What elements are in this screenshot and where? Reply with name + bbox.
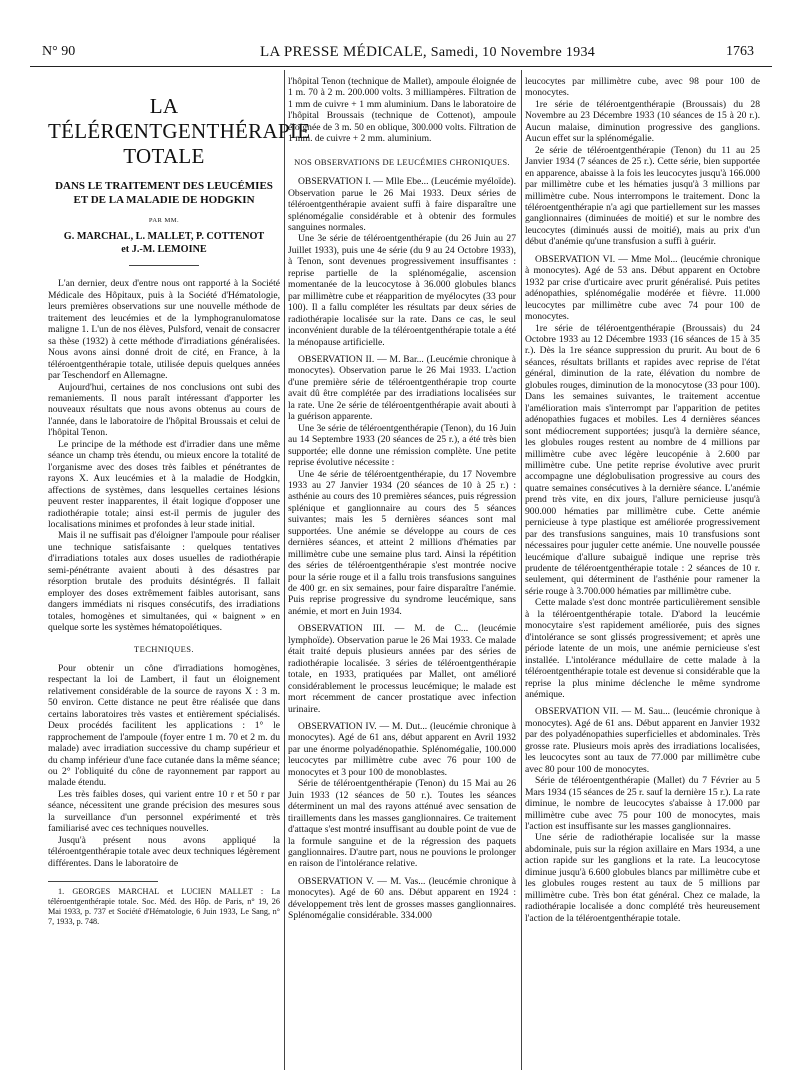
authors bbox=[48, 230, 280, 256]
body-paragraph: Jusqu'à présent nous avons appliqué la téléroentgenthérapie totale avec deux techniques légèrement différentes. Dans le laboratoire de bbox=[48, 834, 280, 869]
issue-date: Samedi, 10 Novembre 1934 bbox=[430, 45, 596, 60]
subtitle-line: ET DE LA MALADIE DE HODGKIN bbox=[73, 194, 255, 206]
issue-number: N° 90 bbox=[42, 44, 76, 59]
article-title bbox=[48, 94, 311, 169]
authors-line: G. MARCHAL, L. MALLET, P. COTTENOT bbox=[63, 231, 265, 243]
subtitle-line: DANS LE TRAITEMENT DES LEUCÉMIES bbox=[55, 180, 273, 192]
body-paragraph: l'hôpital Tenon (technique de Mallet), ampoule éloignée de 1 m. 70 à 2 m. 200.000 volts. 3 milliampères. Filtration de 1 mm de cuivre + 1 mm aluminium. Dans le laboratoire de l'hôpital Broussais (technique de Cottenot), ampoule éloignée de 3 m. 50 en oblique, 300.000 volts. Filtration de 1 mm. de cuivre + 2 mm. aluminium. bbox=[288, 76, 516, 145]
body-paragraph: Aujourd'hui, certaines de nos conclusions ont subi des remaniements. Il nous paraît intéressant d'apporter les nouveaux résultats que nous avons obtenus au cours de l'année, dans le laboratoire de l'hôpital Broussais et celui de l'hôpital Tenon. bbox=[48, 381, 280, 439]
article-subtitle bbox=[48, 179, 280, 207]
observation-paragraph: Série de téléroentgenthérapie (Tenon) du 15 Mai au 26 Juin 1933 (12 séances de 50 r.). Toutes les séances déterminent un mal des rayons atténué avec sensation de tiraillements dans les masses ganglionnaires. Ce traitement d'attaque s'est montré insuffisant au double point de vue de la formule sanguine et de la régression des paquets ganglionnaires. D'autre part, nous ne pouvions le prolonger en raison de l'intolérance relative. bbox=[288, 778, 516, 870]
observation-paragraph: OBSERVATION II. — M. Bar... (Leucémie chronique à monocytes). Observation parue le 26 Mai 1933. L'action d'une première série de téléroentgenthérapie trop courte avait dû être complétée par des irradiations localisées sur la rate. Une 2e série de téléroentgenthérapie avait abouti à la guérison apparente. bbox=[288, 353, 516, 423]
column-divider bbox=[284, 70, 285, 1070]
observation-paragraph: Une série de radiothérapie localisée sur la masse abdominale, puis sur la région axillaire en Mars 1934, a une action rapide sur les ganglions et la rate. La leucocytose diminue jusqu'à 6.600 globules blancs par millimètre cube et les globules rouges restent au taux de 5 millions par millimètre cube. Très bon état général. Chez ce malade, la radiothérapie localisée a donc complété très heureusement l'action de la téléroentgenthérapie totale. bbox=[525, 832, 760, 924]
body-paragraph: Pour obtenir un cône d'irradiations homogènes, respectant la loi de Lambert, il faut un éloignement relativement considérable de la source de rayons X : 3 m. 50 environ. Cette distance ne peut être réalisée que dans certains laboratoires très vastes et entièrement spécialisés. Deux procédés facilitent les applications : 1° le rapprochement de l'ampoule (foyer entre 1 m. 70 et 2 m. du malade) avec irradiation successive du champ supérieur et du champ inférieur d'une face cutanée dans la même séance; ou 2° l'obliquité du cône de rayonnement par rapport au malade étendu. bbox=[48, 662, 280, 789]
body-paragraph: Les très faibles doses, qui varient entre 10 r et 50 r par séance, nécessitent une grande précision des mesures sous la surveillance d'un personnel expérimenté et très familiarisé avec ces techniques nouvelles. bbox=[48, 788, 280, 835]
title-rule bbox=[129, 265, 199, 266]
header-rule bbox=[30, 66, 772, 67]
observation-paragraph: 1re série de téléroentgenthérapie (Broussais) du 28 Novembre au 23 Décembre 1933 (10 séances de 15 à 20 r.). Aucun malaise, diminution progressive des ganglions. Aucun effet sur la splénomégalie. bbox=[525, 98, 760, 145]
observation-paragraph: OBSERVATION VII. — M. Sau... (leucémie chronique à monocytes). Agé de 61 ans. Début apparent en Janvier 1932 par des polyadénopathies superficielles et abdominales. Très grosse rate. Plusieurs mois après des irradiations localisées, les leucocytes sont au taux de 77.000 par millimètre cube avec 80 pour 100 de monocytes. bbox=[525, 706, 760, 775]
section-heading-observations: NOS OBSERVATIONS DE LEUCÉMIES CHRONIQUES. bbox=[294, 156, 510, 167]
observation-paragraph: OBSERVATION I. — Mlle Ebe... (Leucémie myéloïde). Observation parue le 26 Mai 1933. Deux séries de téléroentgenthérapie avaient suffi à faire disparaître une splénomégalie considérable et à obtenir des formules sanguines normales. bbox=[288, 176, 516, 233]
observation-paragraph: Cette malade s'est donc montrée particulièrement sensible à la téléroentgenthérapie totale. D'abord la leucémie monocytaire s'est rapidement améliorée, puis des signes d'intolérance se sont glissés progressivement; et après une période latente de un mois, une anémie pernicieuse s'est installée. L'intolérance médullaire de cette malade à la téléroentgenthérapie totale est devenue si considérable que la reprise la plus minime déclenche le même syndrome anémique. bbox=[525, 597, 760, 701]
observation-paragraph: OBSERVATION VI. — Mme Mol... (leucémie chronique à monocytes). Agé de 53 ans. Début apparent en Octobre 1932 par crise d'urticaire avec prurit généralisé. Puis petites adénopathies, splénomégalie modérée et fièvre. 11.000 leucocytes par millimètre cube avec 74 pour 100 de monocytes. bbox=[525, 253, 760, 323]
article-title-line: LA TÉLÉRŒNTGENTHÉRAPIE bbox=[48, 94, 311, 143]
column-2 bbox=[288, 76, 516, 922]
footnote-rule bbox=[48, 881, 158, 882]
authors-line: et J.-M. LEMOINE bbox=[121, 244, 207, 256]
observation-paragraph: Une 3e série de téléroentgenthérapie (Tenon), du 16 Juin au 14 Septembre 1933 (20 séances de 25 r.), a été très bien supportée; elle donne une rémission complète. Une petite reprise évolutive nécessite : bbox=[288, 422, 516, 469]
observation-paragraph: 2e série de téléroentgenthérapie (Tenon) du 11 au 25 Janvier 1934 (7 séances de 25 r.). Cette série, bien supportée en apparence, abaisse à la fois les leucocytes jusqu'à 166.000 par millimètre cube et les hématies jusqu'à 3 millions par millimètre cube. Nous interrompons le traitement. Donc la téléroentgenthérapie n'a agi que partiellement sur les masses ganglionnaires (diminuées de moitié) et sur le nombre des leucocytes (diminués aussi de moitié), mais au prix d'un début d'anémie qu'une transfusion a suffi à guérir. bbox=[525, 144, 760, 248]
observation-paragraph: 1re série de téléroentgenthérapie (Broussais) du 24 Octobre 1933 au 12 Décembre 1933 (16 séances de 15 à 35 r.). Dès la 1re séance suppression du prurit. Au bout de 6 séances, résultats brillants et rapides avec reprise de l'état général, diminution de la rate, élévation du nombre de globules rouges, diminution de la monocytose (33 pour 100). Dans les semaines suivantes, le traitement accentue l'amélioration mais s'interrompt par l'apparition de petites adénopathies fugaces et mobiles. Les 4 dernières séances sont médiocrement supportées; jusqu'à la dernière séance, les globules rouges restent au nombre de 4 millions par millimètre cube avec légère leucopénie à 2.600 par millimètre cube. Une petite reprise évolutive avec prurit accompagne une déglobulisation progressive au cours des quatre semaines consécutives à la dernière séance. L'anémie prend très vite, en dix jours, l'allure pernicieuse jusqu'à 900.000 hématies par millimètre cube. Cette anémie pernicieuse à type plastique est améliorée progressivement par des transfusions sanguines, mais 10 transfusions sont nécessaires pour juguler cette anémie. Une nouvelle poussée leucémique d'allure subaiguë indique une reprise très prudente de téléroentgenthérapie totale : 2 séances de 10 r. seulement, qui déterminent de l'asthénie pour ramener la série rouge à 3.700.000 hématies par millimètre cube. bbox=[525, 322, 760, 597]
observation-paragraph: OBSERVATION III. — M. de C... (leucémie lymphoïde). Observation parue le 26 Mai 1933. Ce malade était traité depuis plusieurs années par des séries de radiothérapie localisée. 3 séries de téléroentgenthérapie totale, en 1933, pratiquées par Mallet, ont amélioré considérablement le processus leucémique; le malade est mort récemment de cancer prostatique avec infection urinaire. bbox=[288, 623, 516, 715]
observation-paragraph: leucocytes par millimètre cube, avec 98 pour 100 de monocytes. bbox=[525, 76, 760, 99]
footnote: 1. GEORGES MARCHAL et LUCIEN MALLET : La téléroentgenthérapie totale. Soc. Méd. des Hôp. de Paris, n° 19, 26 Mai 1933, p. 737 et Société d'Hématologie, 6 Juin 1933, Le Sang, n° 7, 1933, p. 748. bbox=[48, 887, 280, 926]
observation-paragraph: Une 3e série de téléroentgenthérapie (du 26 Juin au 27 Juillet 1933), puis une 4e série (du 9 au 24 Octobre 1933), à Tenon, sont devenues progressivement insuffisantes : reprise partielle de la splénomégalie, ascension momentanée de la leucocytose à 36.000 globules blancs par millimètre cube et réapparition de myélocytes (33 pour 100). Il a fallu compléter les résultats par deux séries de radiothérapie localisée sur la rate. Dans ce cas, le seul inconvénient durable de la téléroentgenthérapie totale a été la ménopause artificielle. bbox=[288, 233, 516, 348]
journal-title bbox=[260, 44, 595, 61]
body-paragraph: L'an dernier, deux d'entre nous ont rapporté à la Société Médicale des Hôpitaux, puis à la Société d'Hématologie, leurs premières observations sur une nouvelle méthode de traitement des leucémies et de la lymphogranulomatose maligne 1. L'un de nos élèves, Pulsford, venait de consacrer sa thèse (1932) à cette méthode d'irradiations généralisées. Nous avons ainsi donné droit de cité, en France, à la téléroentgenthérapie totale, utilisée depuis quelques années par Teschendorf en Allemagne. bbox=[48, 278, 280, 382]
column-1 bbox=[48, 76, 311, 926]
column-3 bbox=[525, 76, 760, 924]
observation-paragraph: OBSERVATION IV. — M. Dut... (leucémie chronique à monocytes). Agé de 61 ans, début apparent en Avril 1932 par une énorme polyadénopathie. Splénomégalie, 100.000 leucocytes par millimètre cube avec 76 pour 100 de monocytes et 3 pour 100 de monoblastes. bbox=[288, 721, 516, 778]
section-heading-techniques: TECHNIQUES. bbox=[134, 643, 194, 654]
masthead: LA PRESSE MÉDICALE, bbox=[260, 44, 427, 60]
body-paragraph: Mais il ne suffisait pas d'éloigner l'ampoule pour réaliser une technique satisfaisante : quelques tentatives d'irradiations totales aux doses usuelles de radiothérapie semi-pénétrante avaient abouti à des désastres par résorption brutale des produits désintégrés. Il fallait employer des doses extrêmement faibles autorisant, sans dangers immédiats ni risques consécutifs, des irradiations totales, homogènes et simultanées, qui « baignent » en quelque sorte les systèmes hématopoïétiques. bbox=[48, 530, 280, 634]
observation-paragraph: Série de téléroentgenthérapie (Mallet) du 7 Février au 5 Mars 1934 (15 séances de 25 r. sauf la dernière 15 r.). La rate diminue, le nombre de leucocytes s'abaisse à 17.000 par millimètre cube avec 75 pour 100 de monocytes, mais l'action est insuffisante sur les masses ganglionnaires. bbox=[525, 775, 760, 832]
observation-paragraph: OBSERVATION V. — M. Vas... (leucémie chronique à monocytes). Agé de 60 ans. Début apparent en 1924 : développement très lent de grosses masses ganglionnaires. Splénomégalie considérable. 334.000 bbox=[288, 875, 516, 922]
observation-paragraph: Une 4e série de téléroentgenthérapie, du 17 Novembre 1933 au 27 Janvier 1934 (20 séances de 10 à 25 r.) : asthénie au cours des 10 premières séances, puis régression splénique et ganglionnaire au cours des 5 séances suivantes; mais les 5 dernières séances sont mal supportées. Une anémie se développe au cours de ces dernières séances, et atteint 2 millions d'hématies par millimètre cube une semaine plus tard. Ainsi la répétition des séries de téléroentgenthérapie s'est montrée nocive pour la série rouge et il a fallu trois transfusions sanguines de 400 gr. en six semaines, pour faire disparaître l'anémie. Puis reprise progressive du syndrome leucémique, sans anémie, et mort en Juin 1934. bbox=[288, 468, 516, 617]
body-paragraph: Le principe de la méthode est d'irradier dans une même séance un champ très étendu, ou mieux encore la totalité de l'organisme avec des doses très faibles et pénétrantes de rayons X. Aux leucémies et à la maladie de Hodgkin, affections de systèmes, dans lesquelles certaines lésions peuvent rester inapparentes, il était logique d'opposer une radiothérapie totale; ainsi est-il permis de juguler des localisations minimes et profondes à leur stade initial. bbox=[48, 438, 280, 530]
column-divider bbox=[521, 70, 522, 1070]
page-header bbox=[30, 44, 772, 68]
article-title-line: TOTALE bbox=[123, 144, 205, 168]
page-number: 1763 bbox=[726, 44, 754, 59]
byline-par: PAR MM. bbox=[148, 217, 180, 224]
